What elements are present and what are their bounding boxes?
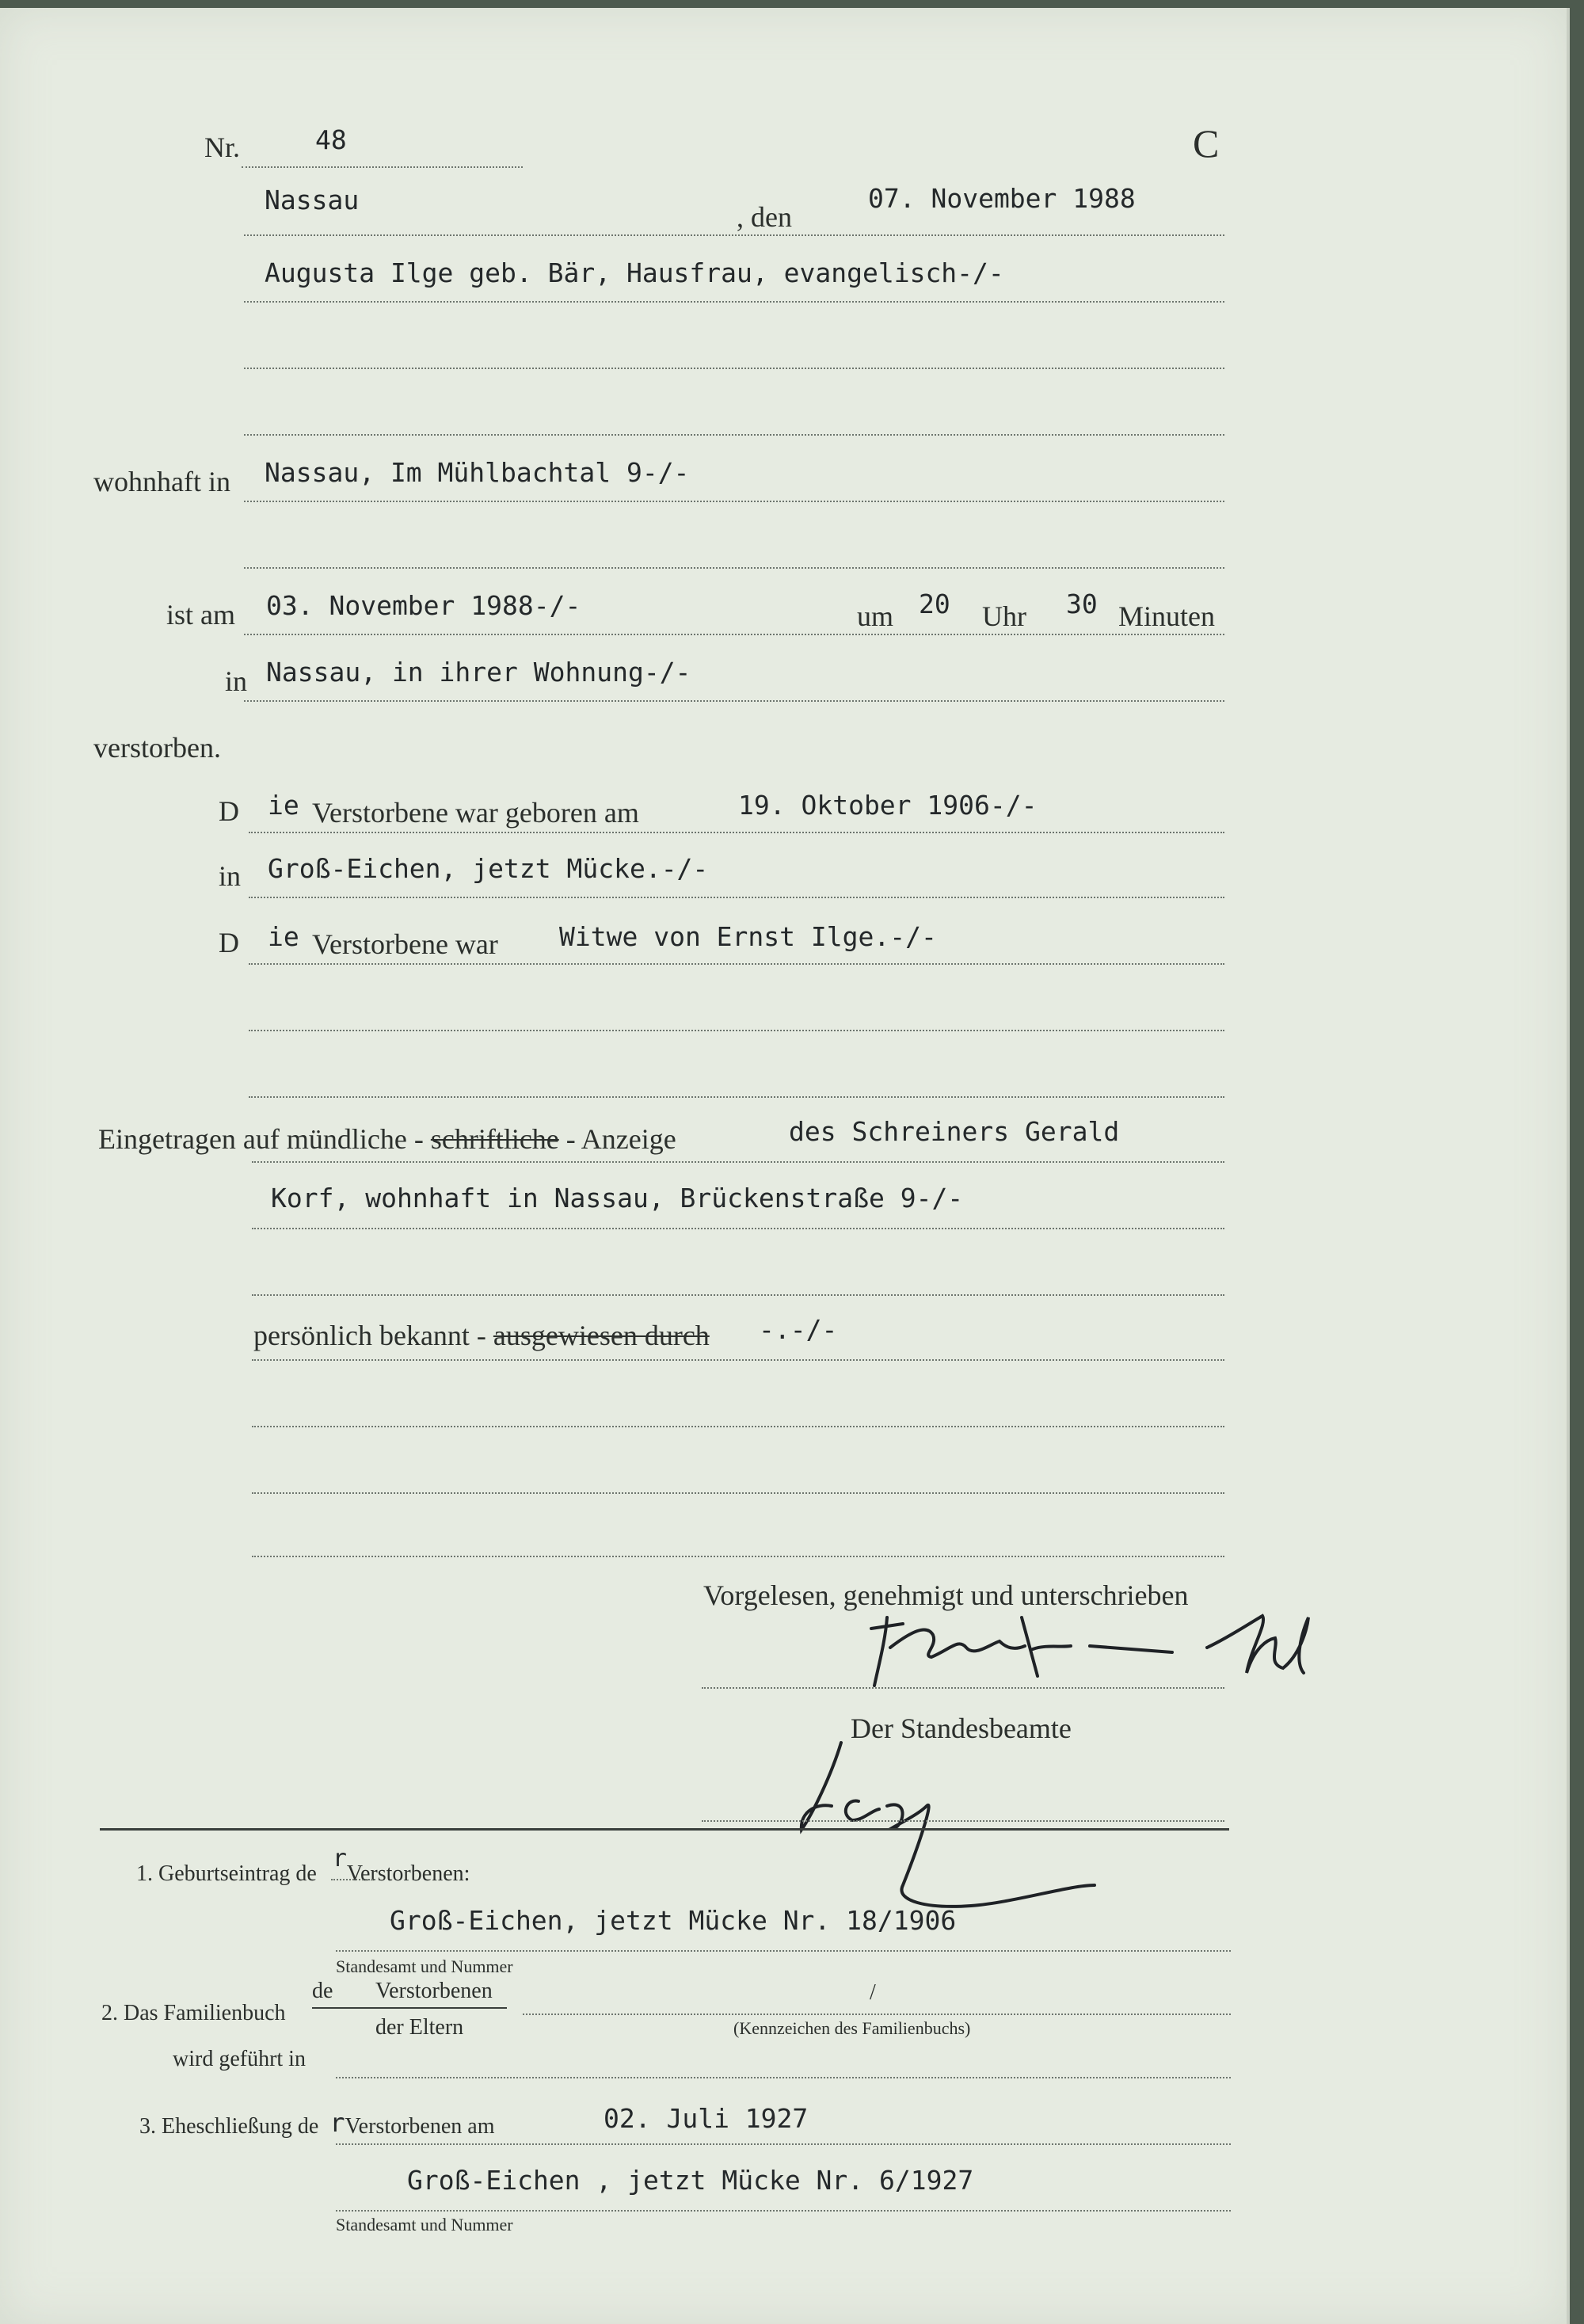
place-value: Nassau bbox=[265, 185, 360, 215]
blank-line-8 bbox=[252, 1492, 1224, 1494]
nr-value: 48 bbox=[315, 124, 347, 155]
marriage-place-line bbox=[336, 2210, 1231, 2212]
death-place: Nassau, in ihrer Wohnung-/- bbox=[266, 657, 691, 688]
family-book-label: 2. Das Familienbuch bbox=[101, 2001, 286, 2025]
death-hour: 20 bbox=[919, 589, 950, 619]
informant-signature bbox=[855, 1600, 1315, 1695]
birth-entry-value: Groß-Eichen, jetzt Mücke Nr. 18/1906 bbox=[390, 1905, 957, 1936]
death-in-label: in bbox=[225, 665, 248, 697]
informant-line-1: des Schreiners Gerald bbox=[789, 1116, 1120, 1147]
birth-entry-caption: Standesamt und Nummer bbox=[336, 1956, 513, 1976]
nr-line bbox=[242, 166, 523, 168]
birth-place-line bbox=[249, 897, 1224, 898]
blank-line-3 bbox=[244, 567, 1224, 569]
family-book-caption: (Kennzeichen des Familienbuchs) bbox=[733, 2018, 971, 2038]
status-line bbox=[249, 963, 1224, 965]
registration-label: Eingetragen auf mündliche - schriftliche - Anzeige bbox=[98, 1123, 676, 1155]
registrar-signature bbox=[784, 1727, 1117, 1909]
family-book-parents: der Eltern bbox=[375, 2015, 464, 2040]
family-book-line bbox=[523, 2013, 1231, 2015]
corner-letter: C bbox=[1193, 121, 1220, 166]
marriage-place: Groß-Eichen , jetzt Mücke Nr. 6/1927 bbox=[407, 2165, 974, 2196]
read-approved-label: Vorgelesen, genehmigt und unterschrieben bbox=[703, 1579, 1189, 1611]
blank-line-2 bbox=[244, 434, 1224, 436]
status-ie-fill: ie bbox=[268, 921, 299, 952]
family-book-slash: / bbox=[870, 1980, 876, 2005]
family-book-kept-label: wird geführt in bbox=[173, 2047, 306, 2071]
birth-date-line bbox=[249, 832, 1224, 833]
signature-line-1 bbox=[702, 1687, 1224, 1689]
identification-struck: ausgewiesen durch bbox=[493, 1320, 710, 1351]
marriage-date-line bbox=[336, 2143, 1231, 2145]
blank-line-1 bbox=[244, 368, 1224, 369]
marriage-date: 02. Juli 1927 bbox=[604, 2103, 809, 2134]
birth-place: Groß-Eichen, jetzt Mücke.-/- bbox=[268, 853, 709, 884]
status-value: Witwe von Ernst Ilge.-/- bbox=[559, 921, 937, 952]
informant-line-2: Korf, wohnhaft in Nassau, Brückenstraße 9-/- bbox=[271, 1183, 964, 1213]
marriage-caption: Standesamt und Nummer bbox=[336, 2215, 513, 2234]
death-date-line bbox=[244, 634, 1224, 635]
birth-date: 19. Oktober 1906-/- bbox=[738, 790, 1038, 821]
death-record-page bbox=[0, 8, 1570, 2324]
status-label: Verstorbene war bbox=[312, 928, 498, 960]
official-label: Der Standesbeamte bbox=[851, 1713, 1072, 1744]
born-label: Verstorbene war geboren am bbox=[312, 797, 639, 829]
record-date: 07. November 1988 bbox=[868, 183, 1136, 214]
marriage-fill: r bbox=[329, 2108, 345, 2138]
footer-divider bbox=[100, 1828, 1229, 1831]
family-book-deceased: Verstorbenen bbox=[375, 1979, 493, 2003]
registration-struck: schriftliche bbox=[430, 1123, 559, 1155]
death-date: 03. November 1988-/- bbox=[266, 590, 581, 621]
blank-line-9 bbox=[252, 1556, 1224, 1557]
uhr-label: Uhr bbox=[982, 600, 1026, 632]
blank-line-6 bbox=[252, 1294, 1224, 1296]
name-line bbox=[244, 301, 1224, 303]
nr-label: Nr. bbox=[204, 131, 240, 163]
verstorben-label: verstorben. bbox=[93, 732, 221, 764]
identification-label: persönlich bekannt - ausgewiesen durch bbox=[253, 1320, 710, 1351]
residence-label: wohnhaft in bbox=[93, 466, 230, 497]
birth-entry-label: 1. Geburtseintrag derVerstorbenen: bbox=[136, 1845, 470, 1886]
residence-value: Nassau, Im Mühlbachtal 9-/- bbox=[265, 457, 690, 488]
signature-line-2 bbox=[702, 1820, 1224, 1822]
death-minutes: 30 bbox=[1066, 589, 1098, 619]
identification-line bbox=[252, 1359, 1224, 1361]
death-place-line bbox=[244, 700, 1224, 702]
family-book-kept-line bbox=[336, 2077, 1231, 2078]
informant-line-1-rule bbox=[252, 1161, 1224, 1163]
residence-line bbox=[244, 501, 1224, 502]
identification-fill: -.-/- bbox=[759, 1314, 838, 1345]
blank-line-5 bbox=[249, 1096, 1224, 1098]
family-book-de: de bbox=[312, 1979, 333, 2003]
deceased-name: Augusta Ilge geb. Bär, Hausfrau, evangelisch-/- bbox=[265, 257, 1004, 288]
um-label: um bbox=[857, 600, 894, 632]
birth-entry-line bbox=[336, 1950, 1231, 1952]
den-label: , den bbox=[737, 201, 792, 233]
marriage-label: 3. Eheschließung de rVerstorbenen am bbox=[139, 2108, 495, 2139]
date-line bbox=[244, 234, 1224, 236]
status-d-prefix: D bbox=[219, 927, 239, 958]
minuten-label: Minuten bbox=[1118, 600, 1215, 632]
family-book-separator bbox=[312, 2007, 507, 2009]
birth-entry-fill-line bbox=[331, 1879, 375, 1880]
informant-line-2-rule bbox=[252, 1228, 1224, 1229]
blank-line-4 bbox=[249, 1030, 1224, 1031]
blank-line-7 bbox=[252, 1426, 1224, 1427]
death-date-label: ist am bbox=[166, 599, 235, 631]
birth-entry-fill: r bbox=[332, 1845, 347, 1873]
birth-d-prefix: D bbox=[219, 795, 239, 827]
birth-in-label: in bbox=[219, 860, 242, 892]
birth-ie-fill: ie bbox=[268, 790, 299, 821]
